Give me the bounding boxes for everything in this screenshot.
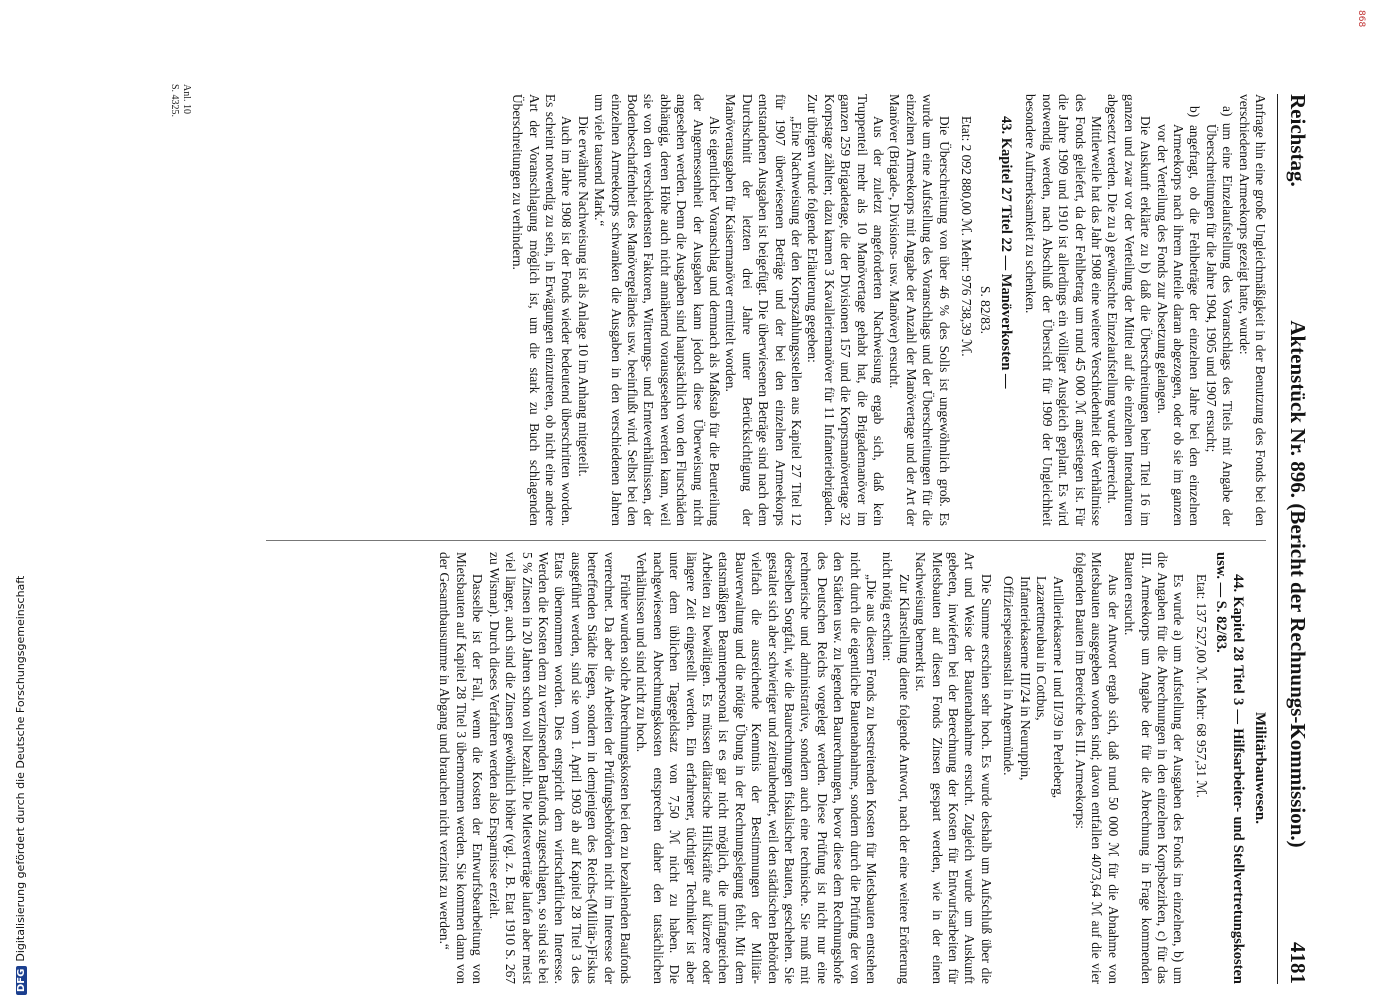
- list-item: Artilleriekaserne I und II/39 in Perleberg,: [1050, 576, 1066, 799]
- right-column: [82, 552, 1268, 984]
- list-item: Lazarettneubau in Cottbus,: [1034, 576, 1050, 721]
- scan-number: 868: [1356, 10, 1366, 28]
- section-title: Militärbauwesen.: [1252, 711, 1268, 825]
- paragraph: Zur Klarstellung diente folgende Antwort, nach der eine weitere Erörterung nicht nötig erschien:: [880, 552, 912, 984]
- etat-line: Etat: 137 527,00 ℳ. Mehr: 68 957,31 ℳ.: [1193, 574, 1209, 798]
- header-title: [1285, 244, 1310, 924]
- etat-line: Etat: 2 092 880,00 ℳ. Mehr: 976 738,39 ℳ.: [959, 116, 975, 357]
- funding-text: Digitalisierung gefördert durch die Deutsche Forschungsgemeinschaft: [14, 575, 27, 962]
- list-item: a) um eine Einzelaufstellung des Voranschlags des Titels mit Angabe der Überschreitungen für die Jahre 1904, 1905 und 1907 ersucht;: [1203, 106, 1236, 526]
- page-number: 4181: [1286, 942, 1310, 984]
- list-item: Offizierspeiseanstalt in Angermünde.: [1001, 576, 1017, 776]
- paragraph: Es wurde a) um Aufstellung der Ausgaben des Fonds im einzelnen, b) um die Angaben für die Abrechnungen in den einzelnen Korpsbezirken, c) für das III. Armeekorps um Angabe der für die Abrechnung in Frage kommenden Bauten ersucht.: [1122, 552, 1187, 984]
- header-parenthetical: (Bericht der Rechnungs-Kommission.): [1286, 503, 1310, 848]
- list-item: b) angefragt, ob die Fehlbeträge der einzelnen Jahre bei den einzelnen Armeekorps nach ihrem Anteile daran abgezogen, oder ob sie im ganzen vor der Verteilung des Fonds zur Absetzung gelangen.: [1154, 106, 1203, 526]
- page-header: [1277, 94, 1312, 984]
- paragraph: Mittlerweile hat das Jahr 1908 eine weitere Verschiedenheit der Verhältnisse des Fonds geliefert, da der Fehlbetrag um rund 45 000 ℳ angestiegen ist. Für die Jahre 1909 und 1910 ist allerdings ein völliger Ausgleich geplant. Es wird notwendig werden, nach Abschluß der Übersicht für 1909 der Ungleichheit besondere Aufmerksamkeit zu schenken.: [1023, 94, 1104, 526]
- heading-text: 43. Kapitel 27 Titel 22 — Manöverkosten —: [997, 116, 1014, 389]
- paragraph: Dasselbe ist der Fall, wenn die Kosten der Entwurfsbearbeitung von Mietsbauten auf Kapitel 28 Titel 3 übernommen werden. Sie kommen dann von der Gesamtbausumme in Abgang und brauchen nicht verzinst zu werden.“: [437, 552, 486, 984]
- paragraph: Aus der zuletzt angeforderten Nachweisung ergab sich, daß kein Truppenteil mehr als 10 Manövertage gehabt hat, die Brigademanöver im ganzen 259 Brigadetage, die der Divisionen 157 und die Korpsmanövertage 32 Korpstage zählten; dazu kamen 3 Kavalleriemanöver für 11 Infanteriebrigaden. Zur übrigen wurde folgende Erläuterung gegeben:: [805, 94, 887, 526]
- header-middle: Aktenstück Nr. 896.: [1286, 320, 1310, 499]
- section-heading: 44. Kapitel 28 Titel 3 — Hilfsarbeiter- und Stellvertretungskosten usw. — S. 82/83.: [1213, 552, 1246, 984]
- paragraph: Die Überschreitung von über 46 % des Solls ist ungewöhnlich groß. Es wurde um eine Aufstellung des Voranschlags und der Überschreitungen für die einzelnen Armeekorps mit Angabe der Anzahl der Manövertage und der Art der Manöver (Brigade-, Divisions- usw. Manöver) ersucht.: [887, 94, 952, 526]
- building-list: [1000, 552, 1066, 984]
- heading-reference: S. 82/83.: [978, 286, 994, 334]
- paragraph: Früher wurden solche Abrechnungskosten bei den zu bezahlenden Baufonds verrechnet. Da aber die Arbeiten der Prüfungsbehörden nicht im Interesse der betreffenden Städte liegen, sondern in demjenigen des Reichs-(Militär-)Fiskus ausgeführt werden, sind sie vom 1. April 1903 ab auf Kapitel 28 Titel 3 des Etats übernommen worden. Dies entspricht dem wirtschaftlichen Interesse. Werden die Kosten dem zu verzinsenden Baufonds zugeschlagen, so sind sie bei 5 % Zinsen in 20 Jahren schon voll bezahlt. Die Mietsverträge laufen aber meist viel länger, auch sind die Zinsen gewöhnlich höher (vgl. z. B. Etat 1910 S. 267 zu Wismar). Durch dieses Verfahren werden also Ersparnisse erzielt.: [486, 552, 633, 984]
- paragraph: Die erwähnte Nachweisung ist als Anlage 10 im Anhang mitgeteilt.: [575, 116, 591, 477]
- paragraph: Aus der Antwort ergab sich, daß rund 50 000 ℳ für die Abnahme von Mietsbauten ausgegeben worden sind; davon entfallen 4073,64 ℳ auf die vier folgenden Bauten im Bereiche des III. Armeekorps:: [1072, 552, 1121, 984]
- header-left: Reichstag.: [1286, 94, 1310, 187]
- paragraph: Anfrage hin eine große Ungleichmäßigkeit in der Benutzung des Fonds bei den verschiedenen Armeekorps gezeigt hatte, wurde:: [1236, 94, 1268, 526]
- margin-note-line: Anl. 10: [181, 84, 192, 114]
- left-column: [82, 94, 1268, 526]
- column-divider: [266, 540, 1266, 541]
- list-item: Infanteriekaserne III/24 in Neuruppin,: [1017, 576, 1033, 781]
- paragraph: „Die aus diesem Fonds zu bestreitenden Kosten für Mietsbauten entstehen nicht durch die eigentliche Bautenabnahme, sondern durch die Prüfung der von den Städten usw. zu legenden Baurechnungen, bevor diese dem Rechnungshofe des Deutschen Reichs vorgelegt werden. Diese Prüfung ist nicht nur eine rechnerische und administrative, sondern auch eine technische. Sie muß mit derselben Sorgfalt, wie die Baurechnungen fiskalischer Bauten, geschehen. Sie gestaltet sich aber schwieriger und zeitraubender, weil den städtischen Behörden vielfach die ausreichende Kenntnis der Bestimmungen der Militär-Bauverwaltung und die nötige Übung in der Rechnungslegung fehlt. Mit dem etatsmäßigen Beamtenpersonal ist es gar nicht möglich, die umfangreichen Arbeiten zu bewältigen. Es müssen diätarische Hilfskräfte auf kürzere oder längere Zeit eingestellt werden. Ein erfahrener, tüchtiger Techniker ist aber unter dem üblichen Tagegeldsatz von 7,50 ℳ nicht zu haben. Die nachgewiesenen Abrechnungskosten entsprechen daher den tatsächlichen Verhältnissen und sind nicht zu hoch.: [634, 552, 880, 984]
- paragraph: „Eine Nachweisung der den Korpszahlungsstellen aus Kapitel 27 Titel 12 für 1907 überwiesenen Beträge und der bei den einzelnen Armeekorps entstandenen Ausgaben ist beigefügt. Die überwiesenen Beträge sind nach dem Durchschnitt der letzten drei Jahre unter Berücksichtigung der Manöverausgaben für Kaisermanöver ermittelt worden.: [723, 94, 805, 526]
- margin-note: [164, 84, 192, 124]
- paragraph: Die Auskunft erklärte zu b) daß die Überschreitungen beim Titel 16 im ganzen und zwar vor der Verteilung der Mittel auf die einzelnen Intendanturen abgesetzt werden. Die zu a) gewünschte Einzelaufstellung wurde überreicht.: [1105, 94, 1154, 526]
- paragraph: Als eigentlicher Voranschlag und demnach als Maßstab für die Beurteilung der Angemessenheit der Ausgaben kann jedoch diese Überweisung nicht angesehen werden. Denn die Ausgaben sind hauptsächlich von den Flurschäden abhängig, deren Höhe auch nicht annähernd vorausgesehen werden kann, weil sie von den verschiedensten Faktoren, Witterungs- und Ernteverhältnissen, der Bodenbeschaffenheit des Manövergeländes usw. beeinflußt wird. Selbst bei den einzelnen Armeekorps schwanken die Ausgaben in den verschiedenen Jahren um viele tausend Mark.“: [592, 94, 722, 526]
- funding-strip: [14, 1, 32, 995]
- margin-note-line: S. 4325.: [169, 84, 180, 118]
- paragraph: Auch im Jahre 1908 ist der Fonds wieder bedeutend überschritten worden. Es scheint notwendig zu sein, in Erwägungen einzutreten, ob nicht eine andere Art der Voranschlagung möglich ist, um die stark zu Buch schlagenden Überschreitungen zu verhindern.: [510, 94, 575, 526]
- section-heading: [998, 94, 1014, 526]
- paragraph: Die Summe erschien sehr hoch. Es wurde deshalb um Aufschluß über die Art und Weise der Bautenabnahme ersucht. Zugleich wurde um Auskunft gebeten, inwiefern bei der Berechnung der Kosten für Entwurfsarbeiten für Mietsbauten auf diesen Fonds Zinsen gespart werden, wie in der einen Nachweisung bemerkt ist.: [913, 552, 994, 984]
- dfg-logo: DFG: [16, 966, 27, 995]
- document-page: [80, 94, 1312, 984]
